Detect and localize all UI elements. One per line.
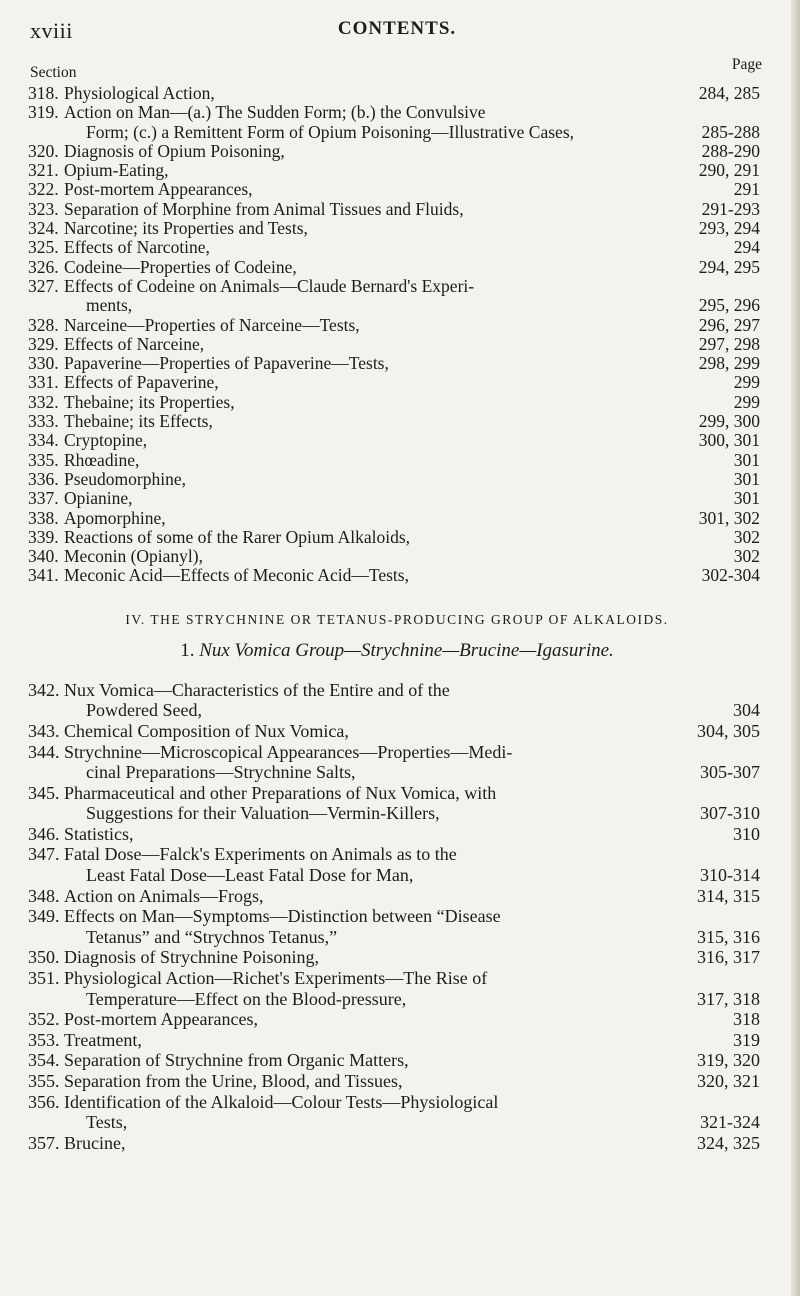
section-number: 320.	[28, 140, 59, 161]
entry-text-block	[28, 451, 650, 470]
section-number: 340.	[28, 546, 59, 567]
entry-title: Separation of Strychnine from Organic Matters,	[64, 1050, 409, 1071]
page-reference: 299	[733, 391, 760, 412]
page-reference: 324, 325	[697, 1132, 760, 1153]
contents-entry	[28, 1009, 766, 1030]
page-reference: 302	[733, 526, 760, 547]
page-reference: 310	[733, 823, 760, 844]
entry-text-block	[28, 219, 650, 238]
contents-entry	[28, 947, 766, 968]
section-number: 337.	[28, 488, 59, 509]
entry-text-block	[28, 1092, 662, 1133]
entry-title: Identification of the Alkaloid—Colour Tests—Physiological	[64, 1091, 499, 1112]
page-reference: 291-293	[701, 198, 760, 219]
page-reference: 299, 300	[698, 411, 760, 432]
page-reference: 319	[733, 1029, 760, 1050]
entry-text-block	[28, 1009, 662, 1030]
contents-entry	[28, 451, 766, 470]
contents-entry	[28, 412, 766, 431]
section-number: 326.	[28, 256, 59, 277]
entry-text-block	[28, 509, 650, 528]
entry-title: Effects of Codeine on Animals—Claude Bernard's Experi-	[64, 275, 475, 296]
entry-text-block	[28, 783, 662, 824]
page-reference: 310-314	[700, 865, 760, 886]
entry-text-block	[28, 373, 650, 392]
entry-title: Meconic Acid—Effects of Meconic Acid—Tests,	[64, 565, 409, 586]
section-number: 349.	[28, 906, 60, 927]
entry-text-block	[28, 721, 662, 742]
page-reference: 297, 298	[698, 333, 760, 354]
page-reference: 285-288	[701, 121, 760, 142]
section-number: 351.	[28, 968, 60, 989]
entry-title: Treatment,	[64, 1029, 142, 1050]
entry-title: Fatal Dose—Falck's Experiments on Animals as to the	[64, 844, 457, 865]
contents-entry	[28, 824, 766, 845]
entry-text-block	[28, 238, 650, 257]
entry-title: Thebaine; its Properties,	[64, 391, 235, 412]
contents-entry	[28, 354, 766, 373]
contents-entry	[28, 509, 766, 528]
entry-text-block	[28, 84, 650, 103]
section-number: 332.	[28, 391, 59, 412]
section-number: 325.	[28, 237, 59, 258]
entry-title-continued: cinal Preparations—Strychnine Salts,	[86, 762, 356, 783]
page-reference: 295, 296	[698, 295, 760, 316]
page-reference: 320, 321	[697, 1071, 760, 1091]
running-header	[28, 12, 766, 56]
entry-text-block	[28, 886, 662, 907]
section-number: 343.	[28, 720, 60, 741]
page-reference: 315, 316	[697, 926, 760, 947]
section-column-label: Section	[30, 64, 77, 81]
contents-entry	[28, 84, 766, 103]
section-number: 319.	[28, 102, 59, 123]
contents-entry	[28, 161, 766, 180]
entry-title: Post-mortem Appearances,	[64, 1009, 258, 1030]
section-number: 338.	[28, 507, 59, 528]
entry-title: Cryptopine,	[64, 430, 148, 451]
contents-entry	[28, 844, 766, 885]
section-number: 350.	[28, 947, 60, 968]
contents-entry	[28, 277, 766, 316]
page-reference: 307-310	[700, 803, 760, 824]
entry-title: Meconin (Opianyl),	[64, 546, 203, 567]
section-number: 322.	[28, 179, 59, 200]
section-number: 330.	[28, 353, 59, 374]
entry-title: Narcotine; its Properties and Tests,	[64, 218, 308, 239]
entry-title: Effects of Papaverine,	[64, 372, 219, 393]
section-number: 321.	[28, 160, 59, 181]
entry-text-block	[28, 1133, 662, 1154]
section-number: 329.	[28, 333, 59, 354]
section-number: 346.	[28, 823, 60, 844]
entry-title: Opianine,	[64, 488, 133, 509]
section-number: 331.	[28, 372, 59, 393]
page-reference: 298, 299	[698, 353, 760, 374]
book-page	[28, 12, 766, 1153]
contents-entry	[28, 528, 766, 547]
page-reference: 299	[733, 372, 760, 393]
entry-title: Reactions of some of the Rarer Opium Alkaloids,	[64, 526, 411, 547]
page-reference: 302-304	[701, 565, 760, 586]
entry-title: Diagnosis of Opium Poisoning,	[64, 140, 285, 161]
entry-text-block	[28, 566, 650, 585]
page-reference: 294	[733, 237, 760, 258]
entry-title: Effects on Man—Symptoms—Distinction between “Disease	[64, 906, 501, 927]
contents-entry	[28, 886, 766, 907]
entry-title: Statistics,	[64, 823, 134, 844]
contents-list-strychnine	[28, 680, 766, 1154]
section-number: 356.	[28, 1091, 60, 1112]
section-number: 328.	[28, 314, 59, 335]
section-number: 357.	[28, 1132, 60, 1153]
contents-entry	[28, 1071, 766, 1092]
entry-title-continued: Temperature—Effect on the Blood-pressure,	[86, 988, 407, 1009]
entry-title-continued: ments,	[86, 295, 133, 316]
entry-title-continued: Tetanus” and “Strychnos Tetanus,”	[86, 926, 338, 947]
section-number: 335.	[28, 449, 59, 470]
page-reference: 318	[733, 1009, 760, 1030]
entry-text-block	[28, 906, 662, 947]
section-number: 354.	[28, 1050, 60, 1071]
contents-entry	[28, 742, 766, 783]
entry-title: Thebaine; its Effects,	[64, 411, 213, 432]
entry-title: Narceine—Properties of Narceine—Tests,	[64, 314, 360, 335]
section-number: 348.	[28, 885, 60, 906]
group-number: 1.	[180, 639, 195, 661]
entry-text-block	[28, 742, 662, 783]
page-reference: 294, 295	[698, 256, 760, 277]
entry-text-block	[28, 470, 650, 489]
entry-title: Brucine,	[64, 1132, 126, 1153]
section-number: 344.	[28, 741, 60, 762]
entry-text-block	[28, 947, 662, 968]
entry-text-block	[28, 844, 662, 885]
page-reference: 302	[733, 546, 760, 567]
entry-title: Opium-Eating,	[64, 160, 169, 181]
entry-title: Physiological Action—Richet's Experiments—The Rise of	[64, 968, 488, 989]
entry-text-block	[28, 1071, 662, 1092]
contents-entry	[28, 721, 766, 742]
entry-text-block	[28, 528, 650, 547]
page-reference: 304	[733, 700, 760, 721]
page-reference: 304, 305	[697, 720, 760, 741]
entry-title-continued: Tests,	[86, 1112, 128, 1133]
contents-entry	[28, 1133, 766, 1154]
page-reference: 314, 315	[697, 885, 760, 906]
column-headers	[28, 56, 766, 84]
entry-text-block	[28, 412, 650, 431]
page-edge	[791, 0, 800, 1296]
entry-title: Effects of Narcotine,	[64, 237, 210, 258]
entry-title-continued: Form; (c.) a Remittent Form of Opium Poisoning—Illustrative Cases,	[86, 121, 575, 142]
entry-title: Apomorphine,	[64, 507, 166, 528]
section-number: 345.	[28, 782, 60, 803]
section-number: 352.	[28, 1009, 60, 1030]
page-title: CONTENTS.	[337, 18, 457, 39]
part-heading: IV. THE STRYCHNINE OR TETANUS-PRODUCING GROUP OF ALKALOIDS.	[125, 611, 669, 627]
entry-text-block	[28, 316, 650, 335]
contents-list	[28, 84, 766, 586]
contents-entry	[28, 393, 766, 412]
contents-entry	[28, 258, 766, 277]
entry-title: Action on Man—(a.) The Sudden Form; (b.) the Convulsive	[64, 102, 486, 123]
contents-entry	[28, 180, 766, 199]
section-number: 327.	[28, 275, 59, 296]
entry-title: Papaverine—Properties of Papaverine—Tests,	[64, 353, 389, 374]
group-title: Nux Vomica Group—Strychnine—Brucine—Igasurine.	[199, 639, 614, 661]
contents-entry	[28, 1050, 766, 1071]
entry-text-block	[28, 431, 650, 450]
contents-entry	[28, 680, 766, 721]
entry-text-block	[28, 680, 662, 721]
contents-entry	[28, 316, 766, 335]
contents-entry	[28, 142, 766, 161]
page-column-label: Page	[731, 56, 762, 73]
entry-title: Action on Animals—Frogs,	[64, 885, 264, 906]
page-reference: 301	[733, 488, 760, 509]
page-reference: 321-324	[700, 1112, 760, 1133]
entry-text-block	[28, 1030, 662, 1051]
section-number: 333.	[28, 411, 59, 432]
contents-entry	[28, 335, 766, 354]
page-reference: 319, 320	[697, 1050, 760, 1071]
group-heading	[28, 640, 766, 662]
entry-title-continued: Powdered Seed,	[86, 700, 202, 721]
contents-entry	[28, 968, 766, 1009]
contents-entry	[28, 103, 766, 142]
entry-title: Strychnine—Microscopical Appearances—Properties—Medi-	[64, 741, 513, 762]
entry-title-continued: Suggestions for their Valuation—Vermin-Killers,	[86, 803, 440, 824]
section-number: 347.	[28, 844, 60, 865]
page-reference: 296, 297	[698, 314, 760, 335]
section-number: 355.	[28, 1071, 60, 1091]
contents-entry	[28, 1030, 766, 1051]
entry-text-block	[28, 824, 662, 845]
entry-title-continued: Least Fatal Dose—Least Fatal Dose for Man,	[86, 865, 414, 886]
entry-title: Pharmaceutical and other Preparations of Nux Vomica, with	[64, 782, 497, 803]
entry-title: Chemical Composition of Nux Vomica,	[64, 720, 349, 741]
entry-text-block	[28, 161, 650, 180]
page-reference: 290, 291	[698, 160, 760, 181]
entry-text-block	[28, 354, 650, 373]
section-number: 318.	[28, 83, 59, 103]
section-number: 341.	[28, 565, 59, 586]
contents-entry	[28, 547, 766, 566]
page-reference: 301	[733, 468, 760, 489]
contents-entry	[28, 566, 766, 585]
page-reference: 300, 301	[698, 430, 760, 451]
section-number: 334.	[28, 430, 59, 451]
contents-entry	[28, 431, 766, 450]
section-number: 324.	[28, 218, 59, 239]
page-reference: 284, 285	[698, 83, 760, 103]
page-reference: 288-290	[701, 140, 760, 161]
contents-entry	[28, 219, 766, 238]
contents-entry	[28, 489, 766, 508]
entry-title: Pseudomorphine,	[64, 468, 187, 489]
page-reference: 293, 294	[698, 218, 760, 239]
contents-entry	[28, 1092, 766, 1133]
entry-text-block	[28, 180, 650, 199]
contents-entry	[28, 200, 766, 219]
entry-text-block	[28, 968, 662, 1009]
entry-title: Physiological Action,	[64, 83, 215, 103]
page-reference: 301, 302	[698, 507, 760, 528]
entry-title: Rhœadine,	[64, 449, 140, 470]
contents-entry	[28, 238, 766, 257]
contents-entry	[28, 906, 766, 947]
section-number: 323.	[28, 198, 59, 219]
entry-title: Post-mortem Appearances,	[64, 179, 253, 200]
entry-text-block	[28, 142, 650, 161]
entry-text-block	[28, 277, 650, 316]
entry-text-block	[28, 200, 650, 219]
section-number: 336.	[28, 468, 59, 489]
page-reference: 317, 318	[697, 988, 760, 1009]
entry-text-block	[28, 258, 650, 277]
page-reference: 316, 317	[697, 947, 760, 968]
contents-entry	[28, 470, 766, 489]
entry-text-block	[28, 393, 650, 412]
entry-title: Separation of Morphine from Animal Tissues and Fluids,	[64, 198, 464, 219]
page-reference: 305-307	[700, 762, 760, 783]
entry-title: Nux Vomica—Characteristics of the Entire and of the	[64, 679, 450, 700]
contents-entry	[28, 373, 766, 392]
section-number: 339.	[28, 526, 59, 547]
entry-text-block	[28, 489, 650, 508]
entry-text-block	[28, 103, 650, 142]
section-number: 342.	[28, 679, 60, 700]
entry-text-block	[28, 547, 650, 566]
page-reference: 291	[733, 179, 760, 200]
entry-title: Diagnosis of Strychnine Poisoning,	[64, 947, 319, 968]
entry-title: Effects of Narceine,	[64, 333, 205, 354]
section-number: 353.	[28, 1029, 60, 1050]
entry-title: Codeine—Properties of Codeine,	[64, 256, 297, 277]
entry-title: Separation from the Urine, Blood, and Tissues,	[64, 1071, 403, 1091]
entry-text-block	[28, 1050, 662, 1071]
contents-entry	[28, 783, 766, 824]
page-folio: xviii	[30, 18, 73, 43]
entry-text-block	[28, 335, 650, 354]
page-reference: 301	[733, 449, 760, 470]
